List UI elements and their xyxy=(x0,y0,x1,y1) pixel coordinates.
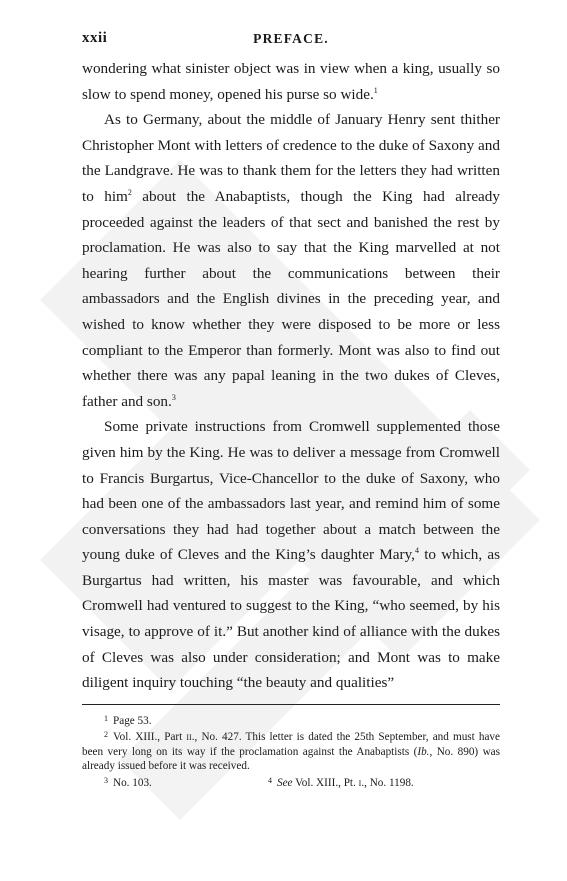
page-number: xxii xyxy=(82,30,108,46)
body-paragraph xyxy=(82,414,500,696)
footnote-reference: 3 xyxy=(171,392,176,402)
document-page xyxy=(82,30,500,790)
footnotes xyxy=(82,712,500,791)
running-head: PREFACE. xyxy=(253,31,329,46)
paragraph-text: about the Anabaptists, though the King had already proceeded against the leaders of that sect and banished the rest by proclamation. He was also to say that the King marvelled at not hearing further about the communications between their ambassadors and the English divines in the preceding year, and wished to know whether they were disposed to be more or less compliant to the Emperor than formerly. Mont was also to find out whether there was any papal leaning in the two dukes of Cleves, father and son. xyxy=(82,187,500,410)
footnote-rule xyxy=(82,704,500,705)
body-paragraph xyxy=(82,107,500,414)
footnote-4: $^4$ See Vol. XIII., Pt. i., No. 1198. xyxy=(268,775,414,789)
footnote-reference: 4 xyxy=(414,546,419,556)
footnote-row-3-4 xyxy=(82,774,500,791)
footnote-1: $^1$ Page 53. xyxy=(104,713,152,727)
paragraph-text: As to Germany, about the middle of January Henry sent thither Christopher Mont with letters of credence to the duke of Saxony and the Landgrave. He was to thank them for the letters they had written to him xyxy=(82,111,500,205)
footnote-3: $^3$ No. 103. xyxy=(104,775,152,789)
paragraph-text: wondering what sinister object was in view when a king, usually so slow to spend money, opened his purse so wide. xyxy=(82,60,500,103)
page-header xyxy=(82,30,500,50)
body-paragraph xyxy=(82,56,500,107)
body-text xyxy=(82,56,500,696)
paragraph-text: to which, as Burgartus had written, his master was favourable, and which Cromwell had ventured to suggest to the King, “who seemed, by his visage, to approve of it.” But another kind of alliance with the dukes of Cleves was also under consideration; and Mont was to make diligent inquiry touching “the beauty and qualities” xyxy=(82,546,500,692)
footnote-reference: 1 xyxy=(373,85,378,95)
paragraph-text: Some private instructions from Cromwell supplemented those given him by the King. He was to deliver a message from Cromwell to Francis Burgartus, Vice-Chancellor to the duke of Saxony, who had been one of the ambassadors last year, and remind him of some conversations they had had together about a match between the young duke of Cleves and the King’s daughter Mary, xyxy=(82,418,500,564)
footnote-reference: 2 xyxy=(127,187,132,197)
footnote-2: $^2$ Vol. XIII., Part ii., No. 427. This letter is dated the 25th September, and must have been very long on its way if the proclamation against the Anabaptists (Ib., No. 890) was already issued before it was received. xyxy=(82,730,500,773)
